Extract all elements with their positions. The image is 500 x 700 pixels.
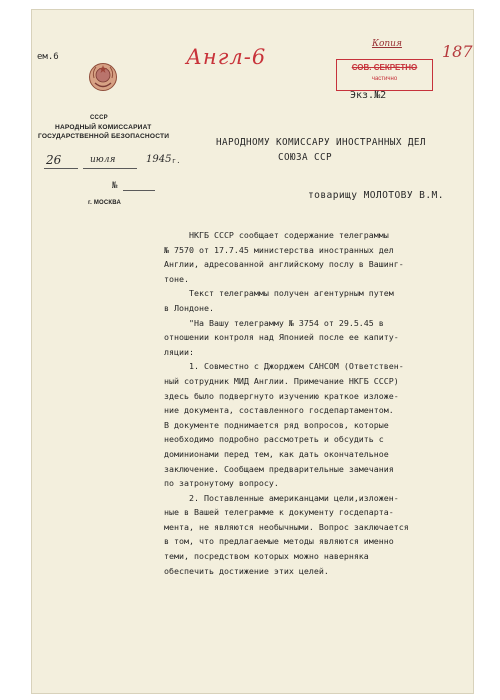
number-underline bbox=[123, 190, 155, 191]
handwritten-corner-number: 187 bbox=[442, 42, 473, 61]
body-line: в Лондоне. bbox=[164, 302, 214, 313]
margin-note: ем.6 bbox=[37, 52, 59, 62]
body-line: ние документа, составленного госдепартаментом. bbox=[164, 405, 394, 416]
body-line: обеспечить достижение этих целей. bbox=[164, 565, 329, 576]
letterhead-line-2: ГОСУДАРСТВЕННОЙ БЕЗОПАСНОСТИ bbox=[38, 133, 170, 140]
body-line: необходимо подробно рассмотреть и обсудить с bbox=[164, 434, 384, 445]
date-month-underline bbox=[83, 168, 137, 169]
letter-body bbox=[164, 228, 454, 578]
body-line: ные в Вашей телеграмме к документу госдепарта- bbox=[164, 507, 394, 518]
document-page bbox=[32, 10, 473, 693]
stamp-line-2: частично bbox=[371, 76, 398, 82]
state-emblem-icon bbox=[88, 62, 118, 92]
body-line: теми, посредством которых можно наверняка bbox=[164, 551, 369, 562]
date-month: июля bbox=[90, 155, 116, 165]
copy-number: Экз.№2 bbox=[350, 90, 387, 101]
stamp-line-1: СОВ. СЕКРЕТНО bbox=[351, 63, 418, 72]
copy-note: Копия bbox=[372, 39, 402, 49]
body-line: тоне. bbox=[164, 273, 189, 284]
body-line: доминионами перед тем, как дать окончательное bbox=[164, 448, 389, 459]
body-line: "На Вашу телеграмму № 3754 от 29.5.45 в bbox=[164, 317, 384, 328]
body-line: по затронутому вопросу. bbox=[164, 478, 279, 489]
body-line: ный сотрудник МИД Англии. Примечание НКГБ СССР) bbox=[164, 375, 399, 386]
body-line: НКГБ СССР сообщает содержание телеграммы bbox=[164, 230, 389, 240]
handwritten-note: Англ-6 bbox=[186, 45, 267, 69]
letterhead-country: СССР bbox=[90, 115, 108, 121]
body-line: в том, что предлагаемые методы являются именно bbox=[164, 536, 394, 547]
number-label: № bbox=[112, 181, 118, 191]
body-line: 1. Совместно с Джорджем САНСОМ (Ответствен- bbox=[164, 361, 404, 372]
body-line: ляции: bbox=[164, 346, 194, 357]
date-year: 1945 bbox=[146, 154, 172, 165]
body-line: здесь было подвергнуто изучению краткое изложе- bbox=[164, 390, 399, 401]
date-day-underline bbox=[44, 168, 78, 169]
date-suffix: г. bbox=[172, 157, 181, 165]
addressee-line-1: НАРОДНОМУ КОМИССАРУ ИНОСТРАННЫХ ДЕЛ bbox=[216, 137, 426, 148]
date-day: 26 bbox=[46, 153, 62, 167]
letterhead-line-1: НАРОДНЫЙ КОМИССАРИАТ bbox=[55, 124, 152, 131]
body-line: 2. Поставленные американцами цели,изложен- bbox=[164, 492, 399, 503]
secrecy-stamp bbox=[336, 59, 433, 91]
body-line: заключение. Сообщаем предварительные замечания bbox=[164, 463, 394, 474]
body-line: Текст телеграммы получен агентурным путем bbox=[164, 288, 394, 299]
body-line: мента, не являются необычными. Вопрос заключается bbox=[164, 521, 409, 532]
body-line: № 7570 от 17.7.45 министерства иностранных дел bbox=[164, 244, 394, 255]
body-line: Англии, адресованной английскому послу в Вашинг- bbox=[164, 259, 404, 270]
body-line: отношении контроля над Японией после ее капиту- bbox=[164, 332, 399, 343]
body-line: В документе поднимается ряд вопросов, которые bbox=[164, 419, 389, 430]
letterhead-city: г. МОСКВА bbox=[88, 200, 122, 206]
addressee-line-2: СОЮЗА ССР bbox=[278, 152, 332, 163]
addressee-line-3: товарищу МОЛОТОВУ В.М. bbox=[308, 190, 444, 201]
